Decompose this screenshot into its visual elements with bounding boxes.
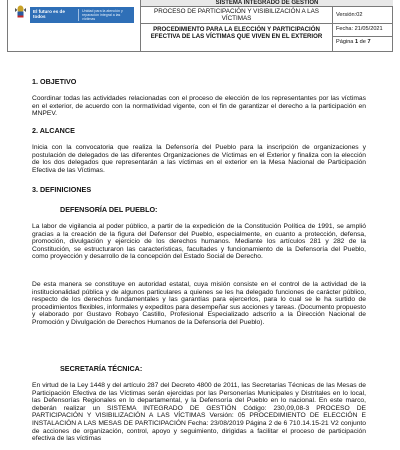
defensoria-paragraph-1: La labor de vigilancia al poder público, a partir de la expedición de la Constitución Política de 1991, se amplió gracias a la creación de la figura del Defensor del Pueblo, especialmente, en cuanto a protección, defensa, promoción, divulgación y ejercicio de los derechos humanos. Mediante los artículos 281 y 282 de la Constitución, se estructuraron las características, facultades y funcionamiento de la Defensoría del Pueblo, como proyección y desarrollo de la concepción del Estado Social de Derecho. xyxy=(32,223,366,261)
secretaria-paragraph: En virtud de la Ley 1448 y del artículo 287 del Decreto 4800 de 2011, las Secretarías Técnicas de las Mesas de Participación Efectiva de las Víctimas serán ejercidas por las Personerías Municipales y Distritales en lo local, las Defensorías Regionales en lo departamental, y la Defensoría del Pueblo en lo nacional. En este marco, deberán realizar un SISTEMA INTEGRADO DE GESTIÓN Código: 230,09,08-3 PROCESO DE PARTICIPACIÓN Y VISIBILIZACIÓN A LAS VÍCTIMAS Versión: 05 PROCEDIMIENTO DE ELECCIÓN E INSTALACIÓN A LAS MESAS DE PARTICIPACIÓN Fecha: 23/08/2019 Página 2 de 6 710.14.15-21 V2 conjunto de acciones de organización, control, apoyo y seguimiento, dirigidas a facilitar el proceso de participación efectiva de las víctimas xyxy=(32,382,366,443)
defensoria-paragraph-2: De esta manera se constituye en autoridad estatal, cuya misión consiste en el control de la actividad de la institucionalidad pública y de algunos particulares a quienes se les ha delegado funciones de carácter público, respecto de los derechos fundamentales y las garantías para ejercerlos, para lo cual se le ha surtido de procedimientos flexibles, informales y expeditos para desempeñar sus acciones y tareas. (Documento propuesto y elaborado por Gustavo Robayo Castillo, Profesional Especializado adscrito a la Dirección Nacional de Promoción y Divulgación de Derechos Humanos de la Defensoría del Pueblo). xyxy=(32,281,366,326)
page-total: 7 xyxy=(367,39,371,45)
page-number xyxy=(336,39,371,46)
objetivo-paragraph: Coordinar todas las actividades relacionadas con el proceso de elección de los representantes por las víctimas en el exterior, de acuerdo con la normatividad vigente, con el fin de garantizar el derecho a la participación en MNPEV. xyxy=(32,95,366,118)
procedure-title: PROCEDIMIENTO PARA LA ELECCIÓN Y PARTICIPACIÓN EFECTIVA DE LAS VÍCTIMAS QUE VIVEN EN EL EXTERIOR xyxy=(141,24,333,51)
version-label: Versión:02 xyxy=(336,12,363,18)
objetivo-heading: 1. OBJETIVO xyxy=(32,77,77,86)
process-title: PROCESO DE PARTICIPACIÓN Y VISIBILIZACIÓN A LAS VÍCTIMAS xyxy=(141,7,333,23)
date-label: Fecha: 21/05/2021 xyxy=(336,26,383,32)
secretaria-heading: SECRETARÍA TÉCNICA: xyxy=(60,364,143,373)
alcance-paragraph: Inicia con la convocatoria que realiza la Defensoría del Pueblo para la inscripción de organizaciones y postulación de delegados de las diferentes Organizaciones de Víctimas en el Exterior y finaliza con la elección de los dos delegados que representarán a las víctimas en el exterior en la Mesa Nacional de Participación Efectiva de las Víctimas. xyxy=(32,144,366,174)
brand-subtitle: Unidad para la atención y reparación integral a las víctimas xyxy=(82,9,123,22)
brand-logo xyxy=(30,7,134,23)
process-row xyxy=(141,7,393,24)
colombia-seal-icon xyxy=(14,4,27,21)
logo-cell xyxy=(8,0,141,51)
procedure-row xyxy=(141,24,393,51)
system-title: SISTEMA INTEGRADO DE GESTIÓN xyxy=(141,0,393,7)
document-header xyxy=(7,0,393,52)
brand-name: El futuro es de todos xyxy=(33,9,65,20)
header-divider xyxy=(333,36,393,37)
page-of: de xyxy=(359,39,366,45)
brand-divider xyxy=(78,9,79,21)
page-current: 1 xyxy=(354,39,359,45)
page-prefix: Página xyxy=(336,39,354,45)
definiciones-heading: 3. DEFINICIONES xyxy=(32,185,92,194)
alcance-heading: 2. ALCANCE xyxy=(32,126,75,135)
defensoria-heading: DEFENSORÍA DEL PUEBLO: xyxy=(60,205,158,214)
